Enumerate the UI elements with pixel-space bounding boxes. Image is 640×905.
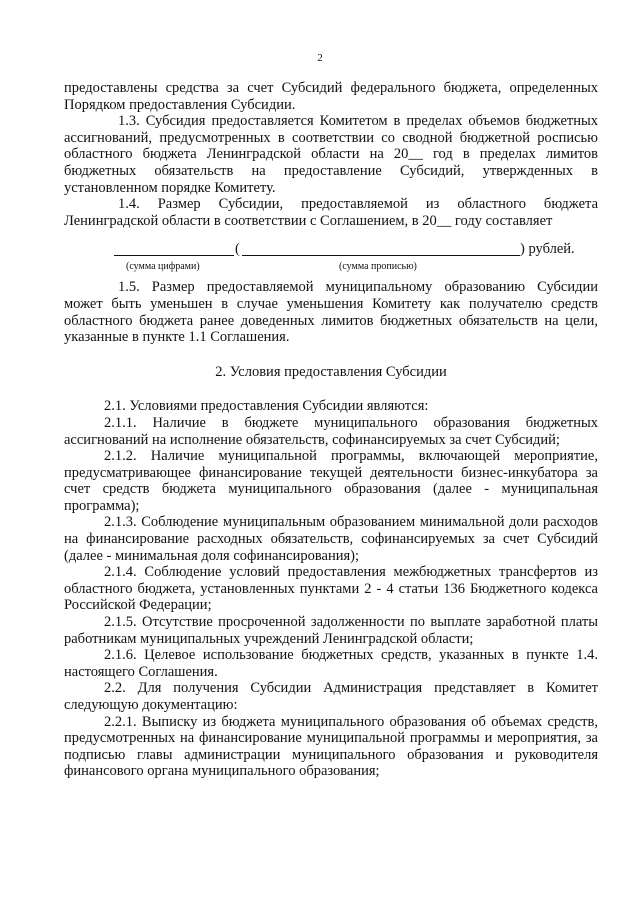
paragraph-2-2: 2.2. Для получения Субсидии Администрация представляет в Комитет следующую документацию: — [64, 680, 598, 713]
paragraph-2-1-1: 2.1.1. Наличие в бюджете муниципального образования бюджетных ассигнований на исполнение обязательств, софинансируемых за счет Субсидий; — [64, 414, 598, 448]
open-paren: ( — [235, 241, 240, 258]
paragraph-1-4: 1.4. Размер Субсидии, предоставляемой из областного бюджета Ленинградской области в соответствии с Соглашением, в 20__ году составляет — [64, 196, 598, 229]
amount-tail: ) рублей. — [520, 241, 575, 258]
amount-digits-blank — [114, 255, 234, 256]
paragraph-2-1-3: 2.1.3. Соблюдение муниципальным образованием минимальной доли расходов на финансирование расходных обязательств, софинансируемых за счет Субсидий (далее - минимальная доля софинансирования); — [64, 514, 598, 564]
paragraph-2-1-6: 2.1.6. Целевое использование бюджетных средств, указанных в пункте 1.4. настоящего Соглашения. — [64, 647, 598, 680]
paragraph-1-5: 1.5. Размер предоставляемой муниципальному образованию Субсидии может быть уменьшен в случае уменьшения Комитету как получателю средств областного бюджета ранее доведенных лимитов бюджетных обязательств на цели, указанные в пункте 1.1 Соглашения. — [64, 279, 598, 346]
amount-words-blank — [242, 255, 520, 256]
paragraph-2-1-2: 2.1.2. Наличие муниципальной программы, включающей мероприятие, предусматривающее финансирование текущей деятельности бизнес-инкубатора за счет средств бюджета муниципального образования (далее - муниципальная программа); — [64, 448, 598, 514]
document-body — [64, 80, 598, 780]
paragraph-2-1-5: 2.1.5. Отсутствие просроченной задолженности по выплате заработной платы работникам муниципальных учреждений Ленинградской области; — [64, 614, 598, 647]
paragraph-continuation: предоставлены средства за счет Субсидий федерального бюджета, определенных Порядком предоставления Субсидии. — [64, 80, 598, 113]
subsidy-amount-line — [64, 241, 598, 279]
section-heading: 2. Условия предоставления Субсидии — [215, 363, 447, 380]
paragraph-2-2-1: 2.2.1. Выписку из бюджета муниципального образования об объемах средств, предусмотренных на финансирование муниципальной программы и мероприятия, за подписью главы администрации муниципального образования и руководителя финансового органа муниципального образования; — [64, 713, 598, 780]
caption-digits: (сумма цифрами) — [126, 261, 200, 273]
caption-words: (сумма прописью) — [339, 261, 417, 273]
paragraph-2-1: 2.1. Условиями предоставления Субсидии являются: — [104, 398, 429, 415]
paragraph-1-3: 1.3. Субсидия предоставляется Комитетом в пределах объемов бюджетных ассигнований, предусмотренных в соответствии со сводной бюджетной росписью областного бюджета Ленинградской области на 20__ год в пределах лимитов бюджетных обязательств на предоставление Субсидий, утвержденных в установленном порядке Комитету. — [64, 113, 598, 196]
paragraph-2-1-4: 2.1.4. Соблюдение условий предоставления межбюджетных трансфертов из областного бюджета, установленных пунктами 2 - 4 статьи 136 Бюджетного кодекса Российской Федерации; — [64, 564, 598, 614]
page-number: 2 — [317, 52, 323, 64]
